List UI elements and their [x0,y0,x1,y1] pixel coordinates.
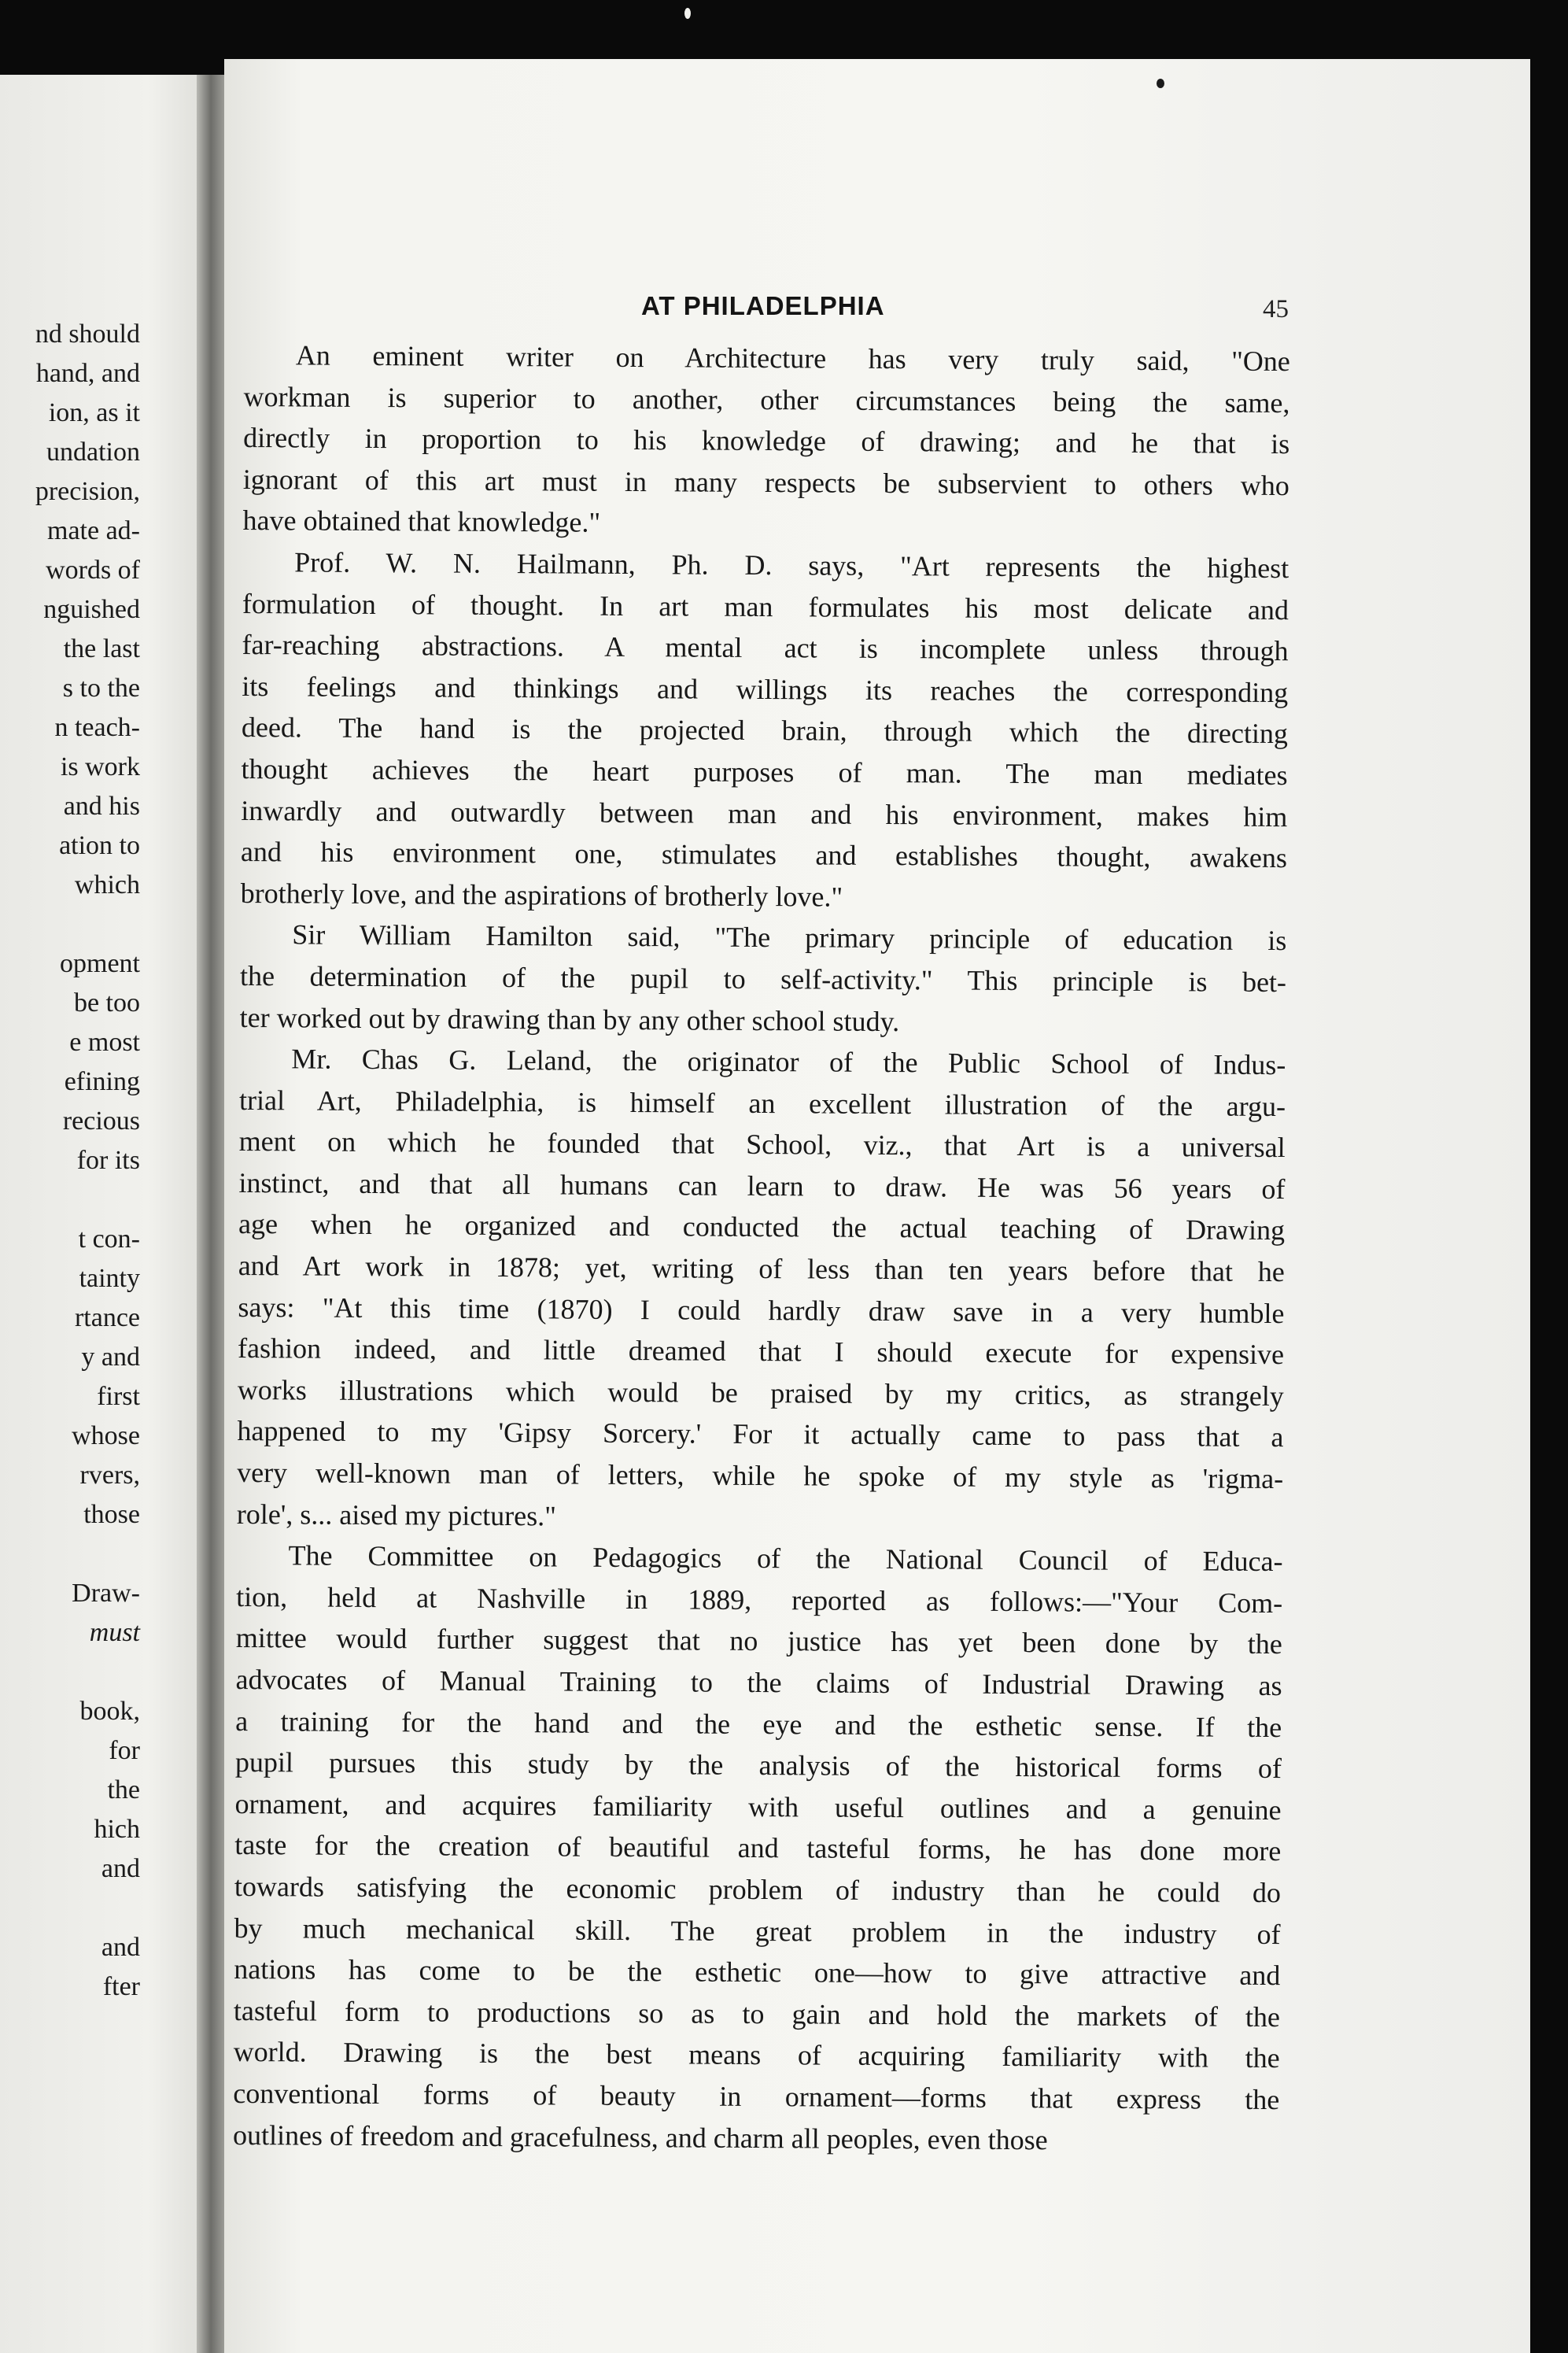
text-line: nations has come to be the esthetic one—how to give attractive and [234,1953,1281,1992]
text-line: age when he organized and conducted the actual teaching of Drawing [238,1208,1286,1247]
text-line: very well-known man of letters, while he spoke of my style as 'rigma- [237,1457,1284,1495]
text-line: workman is superior to another, other circumstances being the same, [243,380,1290,419]
left-page-line: ation to [59,831,140,860]
text-line: trial Art, Philadelphia, is himself an excellent illustration of the argu- [238,1084,1286,1122]
left-page-line: book, [79,1697,140,1726]
left-page-line: the [107,1775,140,1804]
left-page-line: nguished [43,595,140,624]
left-page-line: first [97,1382,140,1411]
left-page-line: those [83,1500,140,1529]
text-line: deed. The hand is the projected brain, through which the directing [241,711,1289,750]
text-line: tasteful form to productions so as to gain and hold the markets of the [233,1994,1281,2033]
left-page-line: whose [72,1421,140,1450]
left-page-line: and [101,1854,140,1883]
paragraph [241,541,1289,920]
left-page-line: tainty [79,1264,140,1293]
left-page-line: s to the [62,674,140,703]
left-page-line [0,1180,140,1220]
text-line: and his environment one, stimulates and establishes thought, awakens [240,836,1288,874]
text-line: The Committee on Pedagogics of the National Council of Educa- [288,1539,1283,1578]
left-page-line: opment [60,949,140,978]
left-page-line: hich [94,1815,140,1844]
left-page-line: which [74,870,140,899]
left-facing-page [0,75,212,2353]
left-page-line: words of [46,556,140,585]
left-page-line: n teach- [54,713,140,742]
paragraph [233,1535,1283,2162]
left-page-line: Draw- [72,1579,140,1608]
text-line: world. Drawing is the best means of acquiring familiarity with the [233,2036,1280,2074]
text-line: Prof. W. N. Hailmann, Ph. D. says, "Art represents the highest [294,546,1289,585]
body-text [233,334,1290,2162]
left-page-line: is work [60,752,140,781]
left-page-line [0,1535,140,1574]
dust-speck [684,8,691,19]
text-line: advocates of Manual Training to the claims of Industrial Drawing as [235,1663,1282,1702]
paragraph [237,1038,1286,1541]
text-line: have obtained that knowledge." [242,504,601,539]
left-page-line: y and [81,1343,140,1372]
left-page-line: fter [102,1972,140,2001]
left-page-line: the last [63,634,140,663]
left-page-line: e most [69,1028,140,1057]
paragraph [242,334,1290,548]
left-page-line: nd should [35,320,140,349]
left-page-line: undation [46,438,140,467]
left-page-line: mate ad- [47,516,140,545]
text-line: formulation of thought. In art man formulates his most delicate and [242,587,1289,626]
text-line: ornament, and acquires familiarity with useful outlines and a genuine [234,1787,1282,1826]
left-page-line: precision, [35,477,140,506]
text-line: far-reaching abstractions. A mental act is incomplete unless through [242,629,1289,667]
dust-speck [1157,79,1164,88]
text-line: towards satisfying the economic problem of industry than he could do [234,1870,1282,1909]
page-number: 45 [1263,295,1289,323]
text-line: Mr. Chas G. Leland, the originator of the Public School of Indus- [291,1043,1286,1081]
right-page [224,59,1530,2353]
left-page-text [0,315,140,2007]
left-page-line: ion, as it [48,398,140,427]
text-line: An eminent writer on Architecture has very truly said, "One [295,339,1290,378]
left-page-line: recious [62,1106,140,1136]
text-line: role', s... aised my pictures." [236,1498,557,1532]
text-line: Sir William Hamilton said, "The primary principle of education is [292,918,1287,957]
paragraph [240,914,1287,1044]
text-line: ignorant of this art must in many respects be subservient to others who [242,463,1289,501]
text-line: says: "At this time (1870) I could hardly draw save in a very humble [238,1291,1285,1329]
book-gutter [197,75,228,2353]
text-line: directly in proportion to his knowledge of drawing; and he that is [243,422,1290,460]
left-page-line: and [101,1933,140,1962]
left-page-line: hand, and [35,359,140,388]
text-line: instinct, and that all humans can learn to draw. He was 56 years of [238,1166,1286,1205]
left-page-line: must [89,1618,140,1647]
text-line: ment on which he founded that School, viz., that Art is a universal [238,1125,1286,1164]
left-page-line [0,905,140,944]
left-page-line: be too [73,988,140,1018]
left-page-line: t con- [78,1225,140,1254]
left-page-line: efining [64,1067,140,1096]
text-line: its feelings and thinkings and willings its reaches the corresponding [242,670,1289,708]
left-page-line: rvers, [79,1461,140,1490]
text-line: ter worked out by drawing than by any other school study. [239,1001,900,1037]
text-line: brotherly love, and the aspirations of brotherly love." [240,877,843,913]
text-line: happened to my 'Gipsy Sorcery.' For it actually came to pass that a [237,1415,1284,1454]
left-page-line [0,1889,140,1928]
text-line: fashion indeed, and little dreamed that I should execute for expensive [238,1332,1285,1371]
text-line: the determination of the pupil to self-activity." This principle is bet- [239,959,1287,999]
text-line: outlines of freedom and gracefulness, and charm all peoples, even those [232,2118,1048,2155]
text-line: and Art work in 1878; yet, writing of less than ten years before that he [238,1250,1285,1288]
text-line: works illustrations which would be praised by my critics, as strangely [237,1373,1284,1412]
left-page-line: and his [63,792,140,821]
text-line: thought achieves the heart purposes of man. The man mediates [241,752,1288,792]
text-line: conventional forms of beauty in ornament—forms that express the [233,2077,1280,2116]
text-line: pupil pursues this study by the analysis of the historical forms of [234,1746,1282,1785]
text-line: taste for the creation of beautiful and tasteful forms, he has done more [234,1829,1282,1867]
text-line: inwardly and outwardly between man and his environment, makes him [241,794,1288,833]
left-page-line: for [109,1736,140,1765]
left-page-line: for its [76,1146,140,1175]
text-line: mittee would further suggest that no justice has yet been done by the [235,1622,1282,1660]
running-head: AT PHILADELPHIA [641,291,885,320]
left-page-line: rtance [74,1303,140,1332]
left-page-line [0,1653,140,1692]
text-line: a training for the hand and the eye and the esthetic sense. If the [235,1705,1282,1743]
text-line: tion, held at Nashville in 1889, reported as follows:—"Your Com- [236,1580,1283,1619]
text-line: by much mechanical skill. The great problem in the industry of [234,1912,1281,1950]
